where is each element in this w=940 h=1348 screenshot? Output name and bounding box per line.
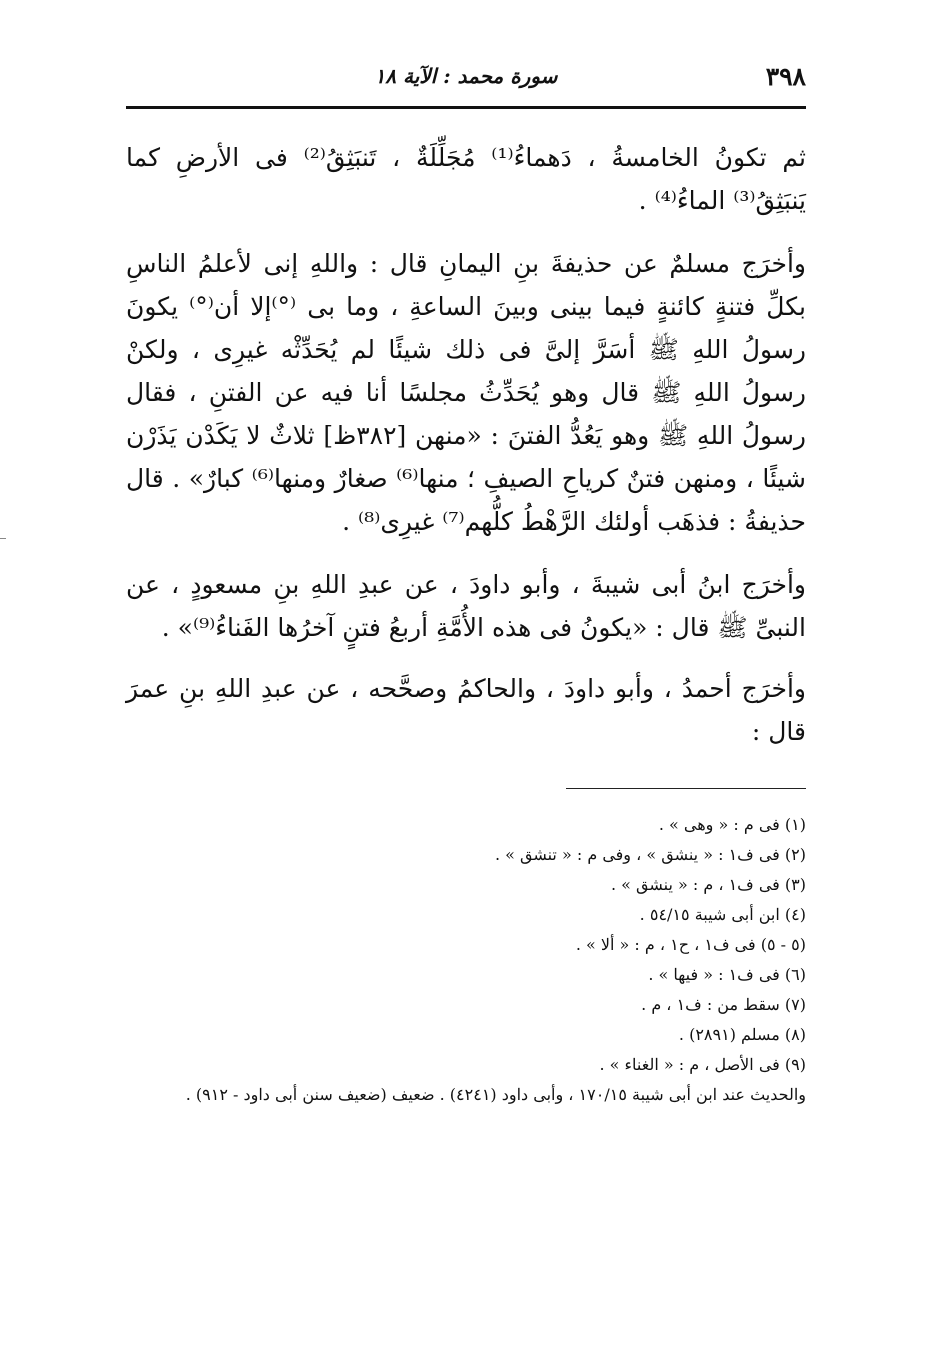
paragraph-2: وأخرَج مسلمٌ عن حذيفةَ بنِ اليمانِ قال : واللهِ إنى لأعلمُ الناسِ بكلِّ فتنةٍ كائنةٍ فيما بينى وبينَ الساعةِ ، وما بى ⁽°⁾إلا أن⁽°⁾ يكونَ رسولُ اللهِ ﷺ أسَرَّ إلىَّ فى ذلك شيئًا لم يُحَدِّثْه غيرِى ، ولكنْ رسولُ اللهِ ﷺ قال وهو يُحَدِّثُ مجلسًا أنا فيه عن الفتنِ ، فقال رسولُ اللهِ ﷺ وهو يَعُدُّ الفتنَ : «منهن [٣٨٢ظ] ثلاثٌ لا يَكَدْن يَذَرْن شيئًا ، ومنهن فتنٌ كرياحِ الصيفِ ؛ منها⁽⁶⁾ صغارٌ ومنها⁽⁶⁾ كبارٌ» . قال حذيفةُ : فذهَب أولئك الرَّهْطُ كلُّهم⁽⁷⁾ غيرِى⁽⁸⁾ . — [126, 249, 806, 536]
footnote-7: (٧) سقط من : ف١ ، م . — [641, 995, 806, 1014]
footnote-3: (٣) فى ف١ ، م : « ينشق » . — [610, 875, 806, 894]
footnote-5: (٥ - ٥) فى ف١ ، ح١ ، م : « ألا » . — [575, 935, 806, 954]
footnote-1: (١) فى م : « وهى » . — [658, 815, 806, 834]
paragraph-3: وأخرَج ابنُ أبى شيبةَ ، وأبو داودَ ، عن عبدِ اللهِ بنِ مسعودٍ ، عن النبىِّ ﷺ قال : «يكونُ فى هذه الأُمَّةِ أربعُ فتنٍ آخرُها الفَناءُ⁽⁹⁾» . — [126, 570, 806, 642]
footnote-8: (٨) مسلم (٢٨٩١) . — [678, 1025, 806, 1044]
footnote-6: (٦) فى ف١ : « فيها » . — [648, 965, 806, 984]
paragraph-4: وأخرَج أحمدُ ، وأبو داودَ ، والحاكمُ وصحَّحه ، عن عبدِ اللهِ بنِ عمرَ قال : — [126, 674, 806, 746]
footnote-2: (٢) فى ف١ : « ينشق » ، وفى م : « تنشق » . — [494, 845, 806, 864]
footnote-9: (٩) فى الأصل ، م : « الغناء » . — [599, 1055, 806, 1074]
header-rule — [126, 106, 806, 109]
main-text — [126, 136, 806, 773]
footnote-4: (٤) ابن أبى شيبة ٥٤/١٥ . — [639, 905, 806, 924]
page-number: ٣٩٨ — [765, 62, 806, 91]
margin-mark — [0, 538, 6, 539]
footnote-separator — [566, 788, 806, 789]
footnotes — [126, 810, 806, 1110]
footnote-hadith-note: والحديث عند ابن أبى شيبة ١٧٠/١٥ ، وأبى داود (٤٢٤١) . ضعيف (ضعيف سنن أبى داود - ٩١٢) . — [185, 1085, 806, 1104]
running-head: سورة محمد : الآية ١٨ — [374, 64, 558, 88]
page-header — [126, 58, 806, 98]
paragraph-1: ثم تكونُ الخامسةُ ، دَهماءُ⁽¹⁾ مُجَلِّلَةٌ ، تَنبَثِقُ⁽²⁾ فى الأرضِ كما يَنبَثِقُ⁽³⁾ الماءُ⁽⁴⁾ . — [126, 143, 807, 215]
